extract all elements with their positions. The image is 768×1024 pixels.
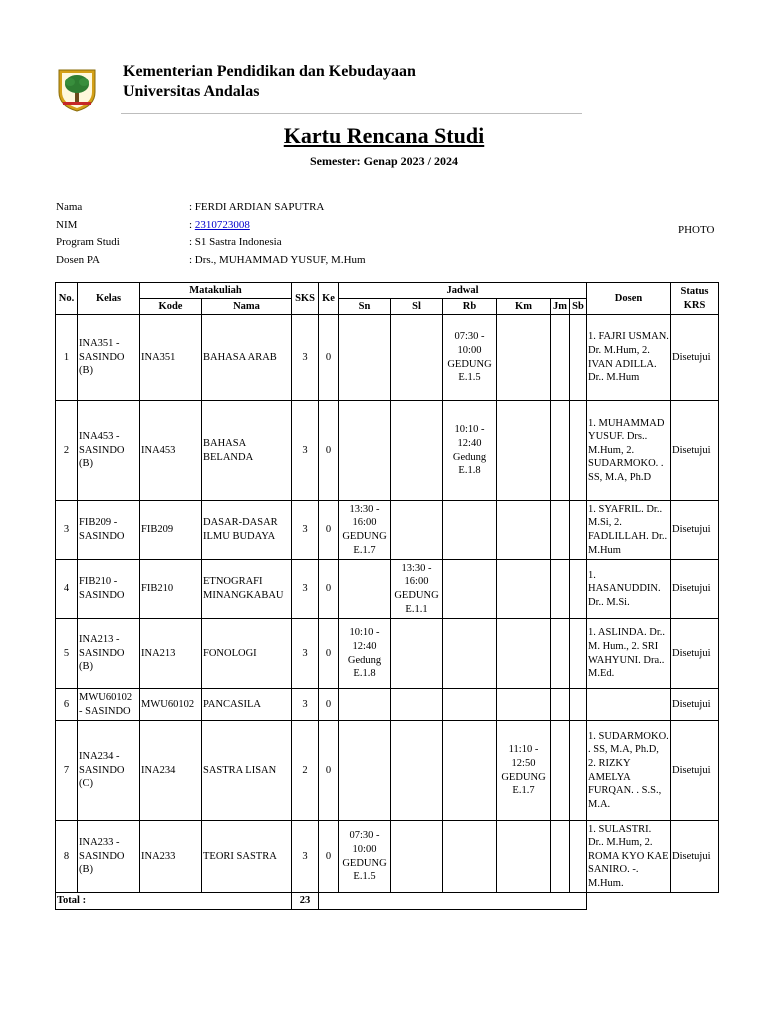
row-no: 2 [56, 401, 78, 501]
row-ke: 0 [319, 315, 339, 401]
col-sl: Sl [391, 299, 443, 315]
table-row [56, 689, 719, 721]
row-sks: 3 [292, 619, 319, 689]
row-sb [570, 619, 587, 689]
row-status: Disetujui [671, 619, 719, 689]
table-row [56, 821, 719, 893]
header-divider [121, 113, 582, 114]
row-jm [551, 401, 570, 501]
row-km [497, 821, 551, 893]
col-nama: Nama [202, 299, 292, 315]
row-nama: BAHASA BELANDA [202, 401, 292, 501]
row-dosen: 1. MUHAMMAD YUSUF. Drs.. M.Hum, 2. SUDARMOKO. . SS, M.A, Ph.D [587, 401, 671, 501]
row-no: 6 [56, 689, 78, 721]
row-dosen: 1. FAJRI USMAN. Dr. M.Hum, 2. IVAN ADILLA. Dr.. M.Hum [587, 315, 671, 401]
row-ke: 0 [319, 721, 339, 821]
row-kelas: INA453 - SASINDO (B) [78, 401, 140, 501]
row-sb [570, 689, 587, 721]
row-rb [443, 560, 497, 619]
row-sks: 2 [292, 721, 319, 821]
row-jm [551, 315, 570, 401]
row-kode: INA453 [140, 401, 202, 501]
total-label: Total : [56, 893, 292, 910]
row-sb [570, 401, 587, 501]
row-nama: ETNOGRAFI MINANGKABAU [202, 560, 292, 619]
row-kelas: INA233 - SASINDO (B) [78, 821, 140, 893]
row-dosen [587, 689, 671, 721]
row-dosen: 1. HASANUDDIN. Dr.. M.Si. [587, 560, 671, 619]
student-name: : FERDI ARDIAN SAPUTRA [189, 201, 325, 213]
field-label: Program Studi [56, 236, 120, 248]
row-kode: MWU60102 [140, 689, 202, 721]
row-kode: INA233 [140, 821, 202, 893]
row-km [497, 560, 551, 619]
row-jm [551, 689, 570, 721]
row-ke: 0 [319, 501, 339, 560]
row-status: Disetujui [671, 689, 719, 721]
row-km [497, 689, 551, 721]
table-row [56, 401, 719, 501]
col-sn: Sn [339, 299, 391, 315]
row-nama: PANCASILA [202, 689, 292, 721]
row-sb [570, 721, 587, 821]
col-km: Km [497, 299, 551, 315]
total-blank [319, 893, 587, 910]
row-ke: 0 [319, 560, 339, 619]
row-no: 4 [56, 560, 78, 619]
page-title: Kartu Rencana Studi [283, 123, 485, 148]
student-nim [189, 217, 250, 235]
row-sn: 10:10 - 12:40 Gedung E.1.8 [339, 619, 391, 689]
row-jm [551, 619, 570, 689]
row-no: 7 [56, 721, 78, 821]
table-row [56, 315, 719, 401]
row-kode: INA213 [140, 619, 202, 689]
row-status: Disetujui [671, 721, 719, 821]
total-sks: 23 [292, 893, 319, 910]
row-sl [391, 315, 443, 401]
col-no: No. [56, 283, 78, 315]
row-no: 1 [56, 315, 78, 401]
row-jm [551, 821, 570, 893]
university-logo [55, 66, 99, 112]
row-sks: 3 [292, 821, 319, 893]
row-sb [570, 560, 587, 619]
col-sb: Sb [570, 299, 587, 315]
row-kelas: FIB209 - SASINDO [78, 501, 140, 560]
row-ke: 0 [319, 401, 339, 501]
row-rb [443, 619, 497, 689]
row-sl [391, 619, 443, 689]
row-kode: INA234 [140, 721, 202, 821]
row-kelas: INA351 - SASINDO (B) [78, 315, 140, 401]
row-nama: FONOLOGI [202, 619, 292, 689]
field-label: Dosen PA [56, 253, 100, 266]
table-row [56, 619, 719, 689]
row-status: Disetujui [671, 501, 719, 560]
row-sl: 13:30 - 16:00 GEDUNG E.1.1 [391, 560, 443, 619]
row-no: 3 [56, 501, 78, 560]
table-header-row [56, 283, 719, 299]
row-km: 11:10 - 12:50 GEDUNG E.1.7 [497, 721, 551, 821]
col-matakuliah: Matakuliah [140, 283, 292, 299]
row-ke: 0 [319, 619, 339, 689]
row-rb: 10:10 - 12:40 Gedung E.1.8 [443, 401, 497, 501]
row-sn [339, 315, 391, 401]
row-jm [551, 501, 570, 560]
row-km [497, 501, 551, 560]
semester-label: Semester: Genap 2023 / 2024 [310, 154, 458, 168]
row-status: Disetujui [671, 315, 719, 401]
institution-header [123, 62, 416, 102]
study-program: : S1 Sastra Indonesia [189, 236, 282, 248]
row-status: Disetujui [671, 401, 719, 501]
row-sks: 3 [292, 315, 319, 401]
col-sks: SKS [292, 283, 319, 315]
col-jadwal: Jadwal [339, 283, 587, 299]
col-jm: Jm [551, 299, 570, 315]
photo-placeholder: PHOTO [678, 224, 715, 236]
row-rb [443, 501, 497, 560]
row-dosen: 1. SUDARMOKO. . SS, M.A, Ph.D, 2. RIZKY AMELYA FURQAN. . S.S., M.A. [587, 721, 671, 821]
row-jm [551, 560, 570, 619]
row-no: 5 [56, 619, 78, 689]
table-row [56, 560, 719, 619]
row-sks: 3 [292, 401, 319, 501]
row-kode: FIB210 [140, 560, 202, 619]
row-sn [339, 689, 391, 721]
row-sks: 3 [292, 560, 319, 619]
row-sn: 13:30 - 16:00 GEDUNG E.1.7 [339, 501, 391, 560]
row-kelas: INA213 - SASINDO (B) [78, 619, 140, 689]
row-status: Disetujui [671, 560, 719, 619]
col-kode: Kode [140, 299, 202, 315]
row-kode: FIB209 [140, 501, 202, 560]
row-sl [391, 401, 443, 501]
academic-advisor: : Drs., MUHAMMAD YUSUF, M.Hum [189, 253, 366, 266]
nim-link[interactable]: 2310723008 [194, 218, 250, 231]
row-sks: 3 [292, 501, 319, 560]
row-ke: 0 [319, 821, 339, 893]
row-rb [443, 721, 497, 821]
total-row [56, 893, 719, 910]
nim-prefix: : [189, 218, 195, 231]
row-sl [391, 501, 443, 560]
row-sks: 3 [292, 689, 319, 721]
row-dosen: 1. ASLINDA. Dr.. M. Hum., 2. SRI WAHYUNI. Dra.. M.Ed. [587, 619, 671, 689]
row-kelas: FIB210 - SASINDO [78, 560, 140, 619]
row-ke: 0 [319, 689, 339, 721]
col-rb: Rb [443, 299, 497, 315]
row-rb: 07:30 - 10:00 GEDUNG E.1.5 [443, 315, 497, 401]
row-kode: INA351 [140, 315, 202, 401]
row-sn [339, 721, 391, 821]
row-kelas: MWU60102 - SASINDO [78, 689, 140, 721]
ministry-name: Kementerian Pendidikan dan Kebudayaan [123, 63, 416, 80]
table-body [56, 315, 719, 893]
row-rb [443, 821, 497, 893]
row-sb [570, 501, 587, 560]
row-status: Disetujui [671, 821, 719, 893]
row-nama: SASTRA LISAN [202, 721, 292, 821]
university-name: Universitas Andalas [123, 83, 260, 100]
row-sn: 07:30 - 10:00 GEDUNG E.1.5 [339, 821, 391, 893]
row-jm [551, 721, 570, 821]
row-sl [391, 721, 443, 821]
krs-table [55, 282, 719, 910]
row-sb [570, 315, 587, 401]
col-kelas: Kelas [78, 283, 140, 315]
table-row [56, 721, 719, 821]
col-status: Status KRS [671, 283, 719, 315]
field-label: Nama [56, 201, 83, 213]
row-sb [570, 821, 587, 893]
col-ke: Ke [319, 283, 339, 315]
row-dosen: 1. SYAFRIL. Dr.. M.Si, 2. FADLILLAH. Dr.. M.Hum [587, 501, 671, 560]
row-nama: TEORI SASTRA [202, 821, 292, 893]
total-spacer [587, 893, 719, 910]
row-rb [443, 689, 497, 721]
col-dosen: Dosen [587, 283, 671, 315]
row-sn [339, 401, 391, 501]
row-km [497, 401, 551, 501]
field-label: NIM [56, 218, 78, 231]
row-sn [339, 560, 391, 619]
row-nama: DASAR-DASAR ILMU BUDAYA [202, 501, 292, 560]
row-no: 8 [56, 821, 78, 893]
row-km [497, 619, 551, 689]
row-dosen: 1. SULASTRI. Dr.. M.Hum, 2. ROMA KYO KAE SANIRO. -. M.Hum. [587, 821, 671, 893]
row-sl [391, 821, 443, 893]
row-km [497, 315, 551, 401]
row-kelas: INA234 - SASINDO (C) [78, 721, 140, 821]
table-row [56, 501, 719, 560]
row-nama: BAHASA ARAB [202, 315, 292, 401]
row-sl [391, 689, 443, 721]
